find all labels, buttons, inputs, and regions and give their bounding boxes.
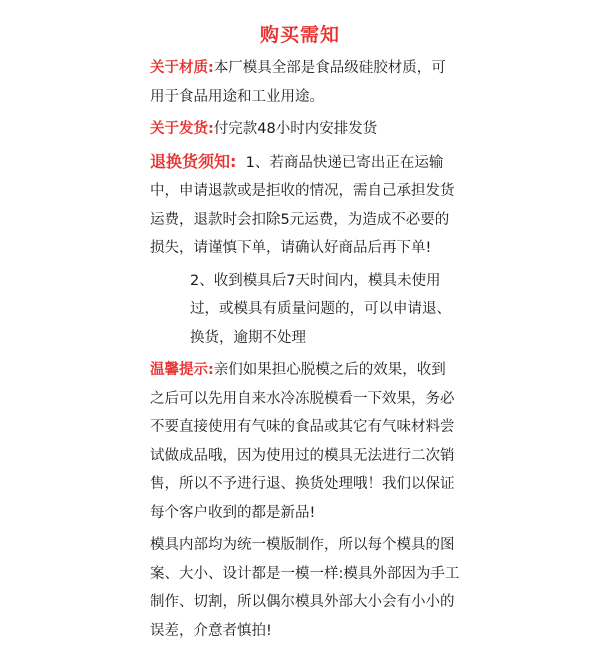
note-paragraph — [150, 531, 460, 645]
shipping-label: 关于发货: — [150, 121, 214, 137]
tips-text: 亲们如果担心脱模之后的效果，收到之后可以先用自来水冷冻脱模看一下效果，务必不要直接使用有气味的食品或其它有气味材料尝试做成品哦，因为使用过的模具无法进行二次销售，所以不予进行退、换货处理哦！我们以保证每个客户收到的都是新品! — [150, 362, 455, 521]
material-paragraph — [150, 54, 460, 111]
tips-paragraph — [150, 356, 460, 527]
returns-paragraph-1 — [150, 148, 460, 263]
returns-text-1: 1、若商品快递已寄出正在运输中，申请退款或是拒收的情况，需自己承担发货运费，退款时会扣除5元运费，为造成不必要的损失，请谨慎下单，请确认好商品后再下单! — [150, 154, 455, 256]
returns-label: 退换货须知: — [150, 151, 237, 171]
returns-paragraph-2 — [150, 267, 460, 353]
material-text: 本厂模具全部是食品级硅胶材质，可用于食品用途和工业用途。 — [150, 60, 446, 105]
page-title: 购买需知 — [259, 24, 340, 46]
shipping-text: 付完款48小时内安排发货 — [213, 121, 378, 137]
returns-text-2: 2、收到模具后7天时间内，模具未使用过，或模具有质量问题的，可以申请退、换货，逾期不处理 — [190, 272, 451, 346]
note-text: 模具内部均为统一模版制作，所以每个模具的图案、大小、设计都是一模一样:模具外部因为手工制作、切割，所以偶尔模具外部大小会有小小的误差，介意者慎拍! — [150, 537, 460, 639]
tips-label: 温馨提示: — [150, 362, 214, 378]
shipping-paragraph — [150, 115, 460, 144]
material-label: 关于材质: — [150, 60, 214, 76]
notice-content — [150, 54, 460, 645]
